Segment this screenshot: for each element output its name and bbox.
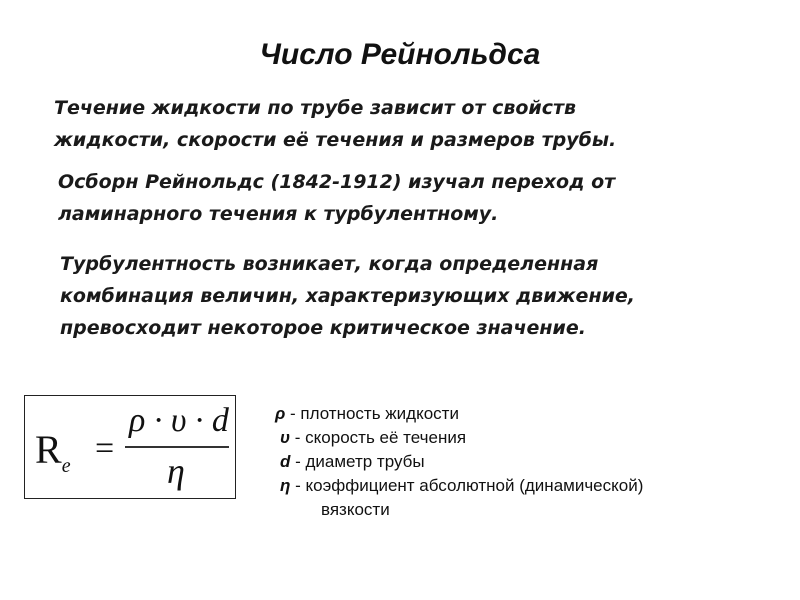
paragraph-turbulence xyxy=(60,248,635,344)
legend-text: - диаметр трубы xyxy=(290,452,425,471)
text-line: ламинарного течения к турбулентному. xyxy=(58,203,499,225)
legend-text: - скорость её течения xyxy=(290,428,467,447)
text-line: Течение жидкости по трубе зависит от свойств xyxy=(54,97,577,119)
slide-title: Число Рейнольдса xyxy=(259,38,541,71)
text-line: превосходит некоторое критическое значение. xyxy=(60,317,586,339)
text-line: Осборн Рейнольдс (1842-1912) изучал переход от xyxy=(58,171,616,193)
legend-text: - коэффициент абсолютной (динамической) xyxy=(290,476,644,495)
variable-legend xyxy=(275,402,643,522)
formula-numerator: ρ · υ · d xyxy=(129,402,229,439)
fraction-bar xyxy=(125,446,229,448)
legend-text: вязкости xyxy=(321,500,390,519)
formula-r: R xyxy=(35,427,62,472)
text-line: комбинация величин, характеризующих движение, xyxy=(60,285,635,307)
formula-equals: = xyxy=(95,430,115,467)
text-line: Турбулентность возникает, когда определенная xyxy=(60,253,599,275)
legend-symbol: ρ xyxy=(275,404,286,423)
legend-symbol: d xyxy=(280,452,291,471)
formula-lhs xyxy=(35,426,71,478)
legend-item-velocity xyxy=(275,426,643,450)
formula-subscript: e xyxy=(61,455,71,477)
formula-denominator: η xyxy=(167,451,185,491)
legend-symbol: υ xyxy=(280,428,291,447)
reynolds-formula-box xyxy=(24,395,236,499)
legend-item-viscosity xyxy=(275,474,643,498)
legend-symbol: η xyxy=(280,476,291,495)
text-line: жидкости, скорости её течения и размеров трубы. xyxy=(54,129,617,151)
paragraph-flow-dependence xyxy=(54,92,616,156)
paragraph-reynolds-history xyxy=(58,166,615,230)
legend-item-diameter xyxy=(275,450,643,474)
legend-item-viscosity-cont xyxy=(275,498,643,522)
legend-text: - плотность жидкости xyxy=(285,404,459,423)
legend-item-density xyxy=(275,402,643,426)
